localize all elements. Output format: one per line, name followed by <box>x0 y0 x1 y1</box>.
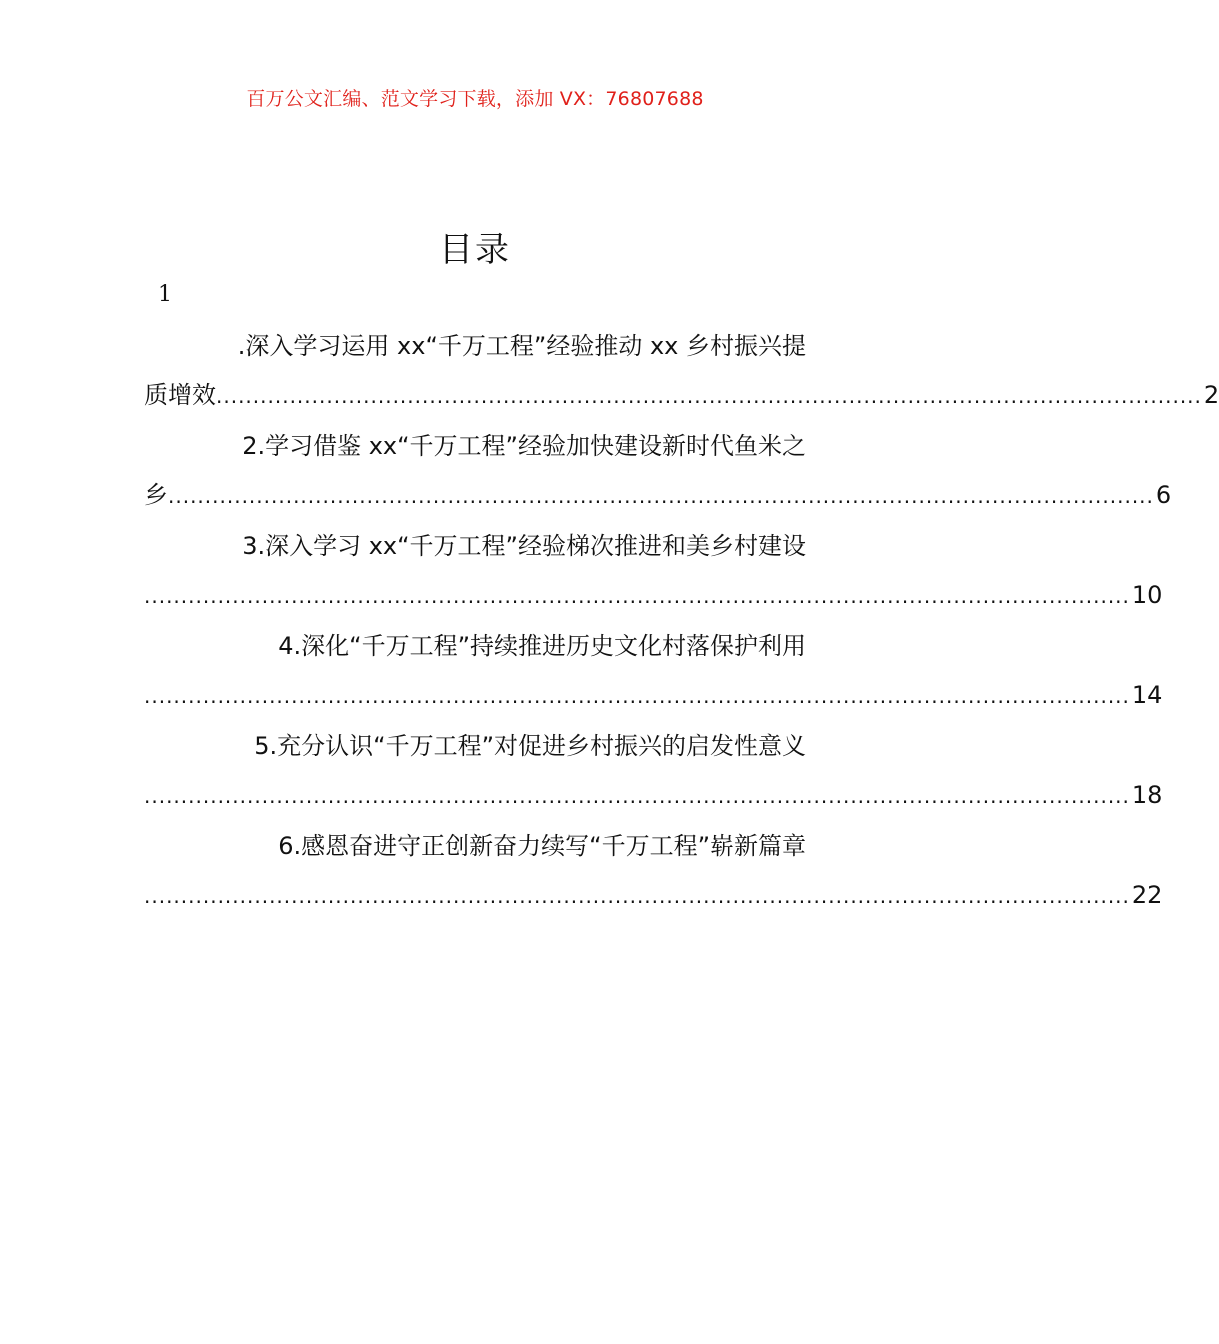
toc-entry-title-continued: 乡 <box>144 481 168 509</box>
toc-entry-title: .深入学习运用 xx“千万工程”经验推动 xx 乡村振兴提 <box>237 332 806 360</box>
toc-entry-3[interactable] <box>144 522 1163 622</box>
toc-page-number: 10 <box>1131 581 1163 609</box>
dot-leader: ...................................................................................................................................... <box>144 684 1130 708</box>
page-title: 目录 <box>439 230 511 270</box>
dot-leader: ...................................................................................................................................... <box>216 384 1202 408</box>
toc-entry-title: 6.感恩奋进守正创新奋力续写“千万工程”崭新篇章 <box>278 832 806 860</box>
toc-page-number: 18 <box>1131 781 1163 809</box>
dot-leader: ...................................................................................................................................... <box>144 584 1130 608</box>
toc-entry-1[interactable] <box>144 322 1219 422</box>
toc-entry-6[interactable] <box>144 822 1163 922</box>
table-of-contents <box>144 322 1219 922</box>
toc-entry-5[interactable] <box>144 722 1163 822</box>
stray-number: 1 <box>158 282 172 307</box>
toc-entry-2[interactable] <box>144 422 1172 522</box>
toc-entry-title: 4.深化“千万工程”持续推进历史文化村落保护利用 <box>278 632 806 660</box>
dot-leader: ...................................................................................................................................... <box>144 884 1130 908</box>
toc-page-number: 14 <box>1131 681 1163 709</box>
toc-entry-title: 3.深入学习 xx“千万工程”经验梯次推进和美乡村建设 <box>242 532 806 560</box>
toc-entry-title: 5.充分认识“千万工程”对促进乡村振兴的启发性意义 <box>254 732 806 760</box>
toc-entry-4[interactable] <box>144 622 1163 722</box>
toc-page-number: 22 <box>1131 881 1163 909</box>
toc-page-number: 6 <box>1155 481 1172 509</box>
dot-leader: ...................................................................................................................................... <box>144 784 1130 808</box>
dot-leader: ...................................................................................................................................... <box>168 484 1154 508</box>
toc-entry-title-continued: 质增效 <box>144 381 216 409</box>
toc-entry-title: 2.学习借鉴 xx“千万工程”经验加快建设新时代鱼米之 <box>242 432 806 460</box>
header-note: 百万公文汇编、范文学习下载，添加 VX：76807688 <box>246 88 704 110</box>
toc-page-number: 2 <box>1203 381 1219 409</box>
